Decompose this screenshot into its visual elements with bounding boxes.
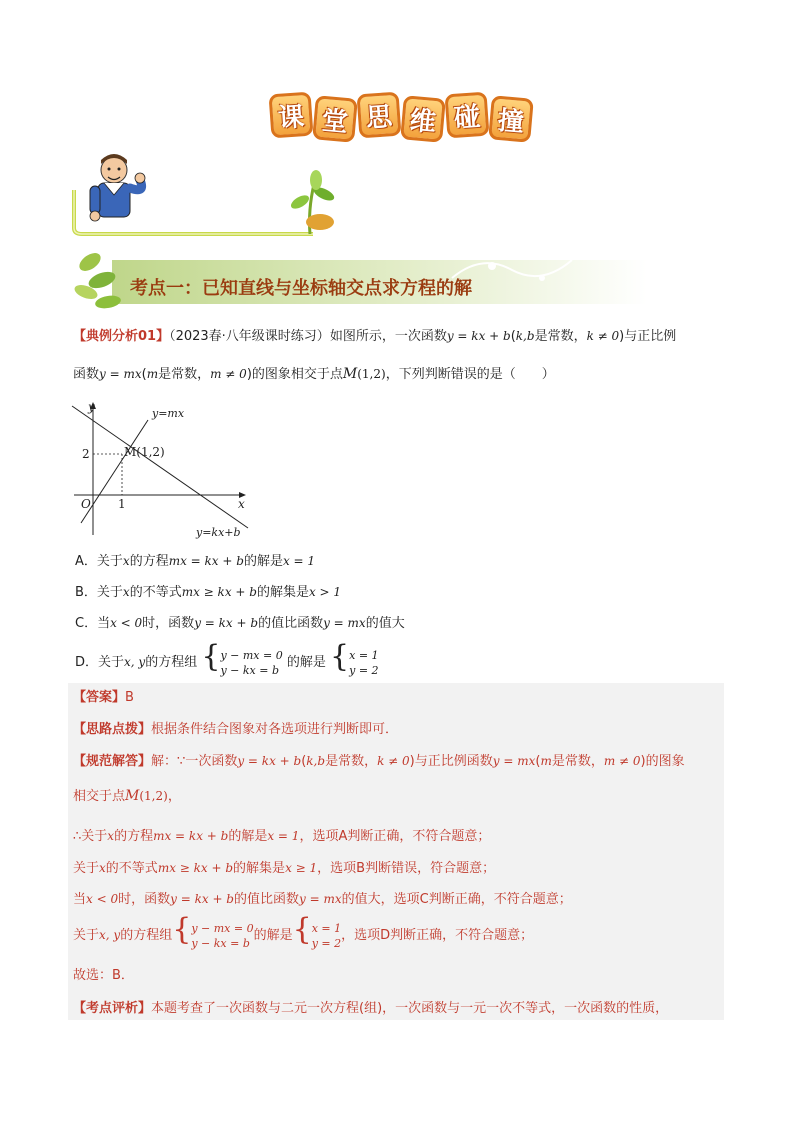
line-y-mx-label: y=mx <box>152 407 185 420</box>
section-title: 考点一：已知直线与坐标轴交点求方程的解 <box>130 278 472 299</box>
banner-char: 课 <box>269 92 314 139</box>
solution-line-1: 【规范解答】解：∵一次函数y = kx + b(k,b是常数，k ≠ 0)与正比例函数y = mx(m是常数，m ≠ 0)的图象 <box>73 754 685 769</box>
example-line-1: 【典例分析01】（2023春·八年级课时练习）如图所示，一次函数y = kx + b(k,b是常数，k ≠ 0)与正比例 <box>73 329 677 344</box>
x-axis-label: x <box>238 497 245 511</box>
option-b: B．关于x的不等式mx ≥ kx + b的解集是x > 1 <box>75 585 342 600</box>
banner-char: 维 <box>400 95 446 142</box>
line-y-kx-b <box>72 406 248 528</box>
solution-line-6: 关于x, y的方程组{y − mx = 0 y − kx = b 的解是{x = 1 y = 2，选项D判断正确，不符合题意； <box>73 912 534 950</box>
banner-char: 撞 <box>488 95 534 142</box>
solution-equation-system: y − mx = 0 y − kx = b <box>191 921 254 950</box>
function-graph <box>68 395 258 545</box>
option-a: A．关于x的方程mx = kx + b的解是x = 1 <box>75 554 316 569</box>
left-brace: { <box>330 639 350 674</box>
solution-line-5: 当x < 0时，函数y = kx + b的值比函数y = mx的值大，选项C判断正确，不符合题意； <box>73 892 572 907</box>
solution-line-3: ∴关于x的方程mx = kx + b的解是x = 1，选项A判断正确，不符合题意； <box>73 829 491 844</box>
tick-label-1: 1 <box>118 497 126 511</box>
hint-line: 【思路点拨】根据条件结合图象对各选项进行判断即可． <box>73 722 399 737</box>
equation-system: y − mx = 0 y − kx = b <box>220 648 283 677</box>
example-tag: 【典例分析01】 <box>73 329 170 344</box>
solution-line-7: 故选：B． <box>73 968 134 983</box>
header-banner <box>270 93 550 143</box>
point-m-label: M(1,2) <box>124 445 165 459</box>
origin-label: O <box>81 497 91 511</box>
banner-char: 堂 <box>312 95 358 142</box>
left-brace: { <box>201 639 221 674</box>
y-axis-label: y <box>88 400 95 414</box>
solution-system: x = 1 y = 2 <box>349 648 379 677</box>
example-line-2: 函数y = mx(m是常数，m ≠ 0)的图象相交于点M(1,2)，下列判断错误的是（ ） <box>73 366 555 382</box>
mascot-illustration <box>68 150 338 240</box>
left-brace: { <box>172 912 192 947</box>
answer-line: 【答案】B <box>73 690 134 705</box>
line-y-kx-b-label: y=kx+b <box>196 526 241 539</box>
left-brace: { <box>292 912 312 947</box>
banner-char: 碰 <box>445 92 490 139</box>
tick-label-2: 2 <box>82 447 90 461</box>
solution-line-2: 相交于点M(1,2)， <box>73 788 181 804</box>
comment-line: 【考点评析】本题考查了一次函数与二元一次方程(组)，一次函数与一元一次不等式，一次函数的性质， <box>73 1001 669 1016</box>
answer-value: B <box>125 690 134 705</box>
banner-char: 思 <box>357 92 402 139</box>
option-c: C．当x < 0时，函数y = kx + b的值比函数y = mx的值大 <box>75 616 405 631</box>
solution-line-4: 关于x的不等式mx ≥ kx + b的解集是x ≥ 1，选项B判断错误，符合题意； <box>73 861 496 876</box>
option-d: D．关于x, y的方程组 {y − mx = 0 y − kx = b 的解是 {x = 1 y = 2 <box>75 639 379 677</box>
solution-answer-system: x = 1 y = 2 <box>311 921 342 950</box>
